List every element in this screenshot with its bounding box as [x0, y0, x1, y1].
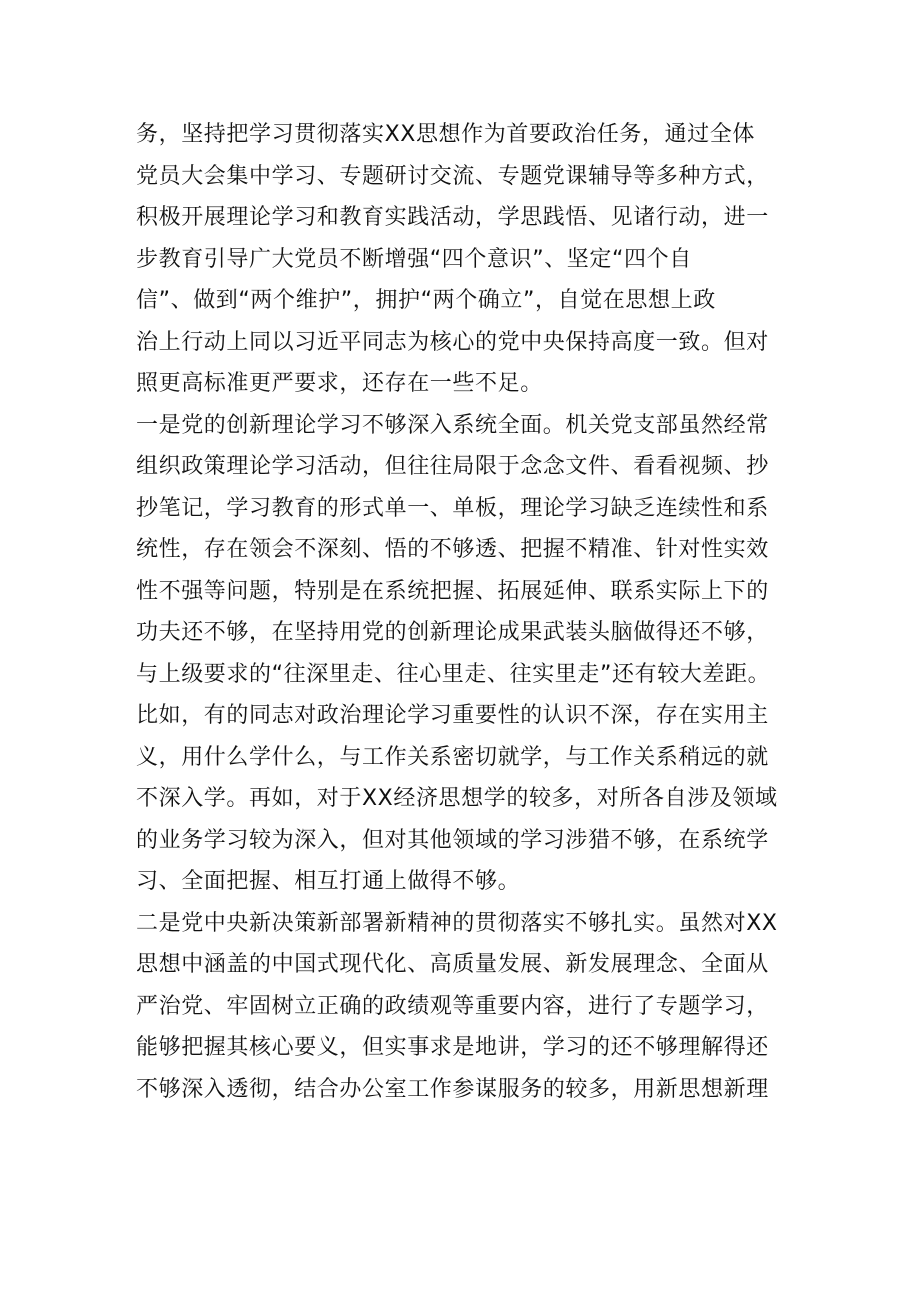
text-line: 照更高标准更严要求，还存在一些不足。 — [136, 371, 543, 396]
text-line: 务，坚持把学习贯彻落实XX思想作为首要政治任务，通过全体 — [136, 122, 755, 147]
text-line: 二是党中央新决策新部署新精神的贯彻落实不够扎实。虽然对XX — [136, 910, 778, 936]
text-line: 统性，存在领会不深刻、悟的不够透、把握不精准、针对性实效 — [136, 537, 769, 562]
text-line: 步教育引导广大党员不断增强“四个意识”、坚定“四个自 — [136, 246, 692, 272]
text-line: 抄笔记，学习教育的形式单一、单板，理论学习缺乏连续性和系 — [136, 495, 769, 521]
text-line: 信”、做到“两个维护”，拥护“两个确立”，自觉在思想上政 — [136, 288, 716, 313]
text-line: 的业务学习较为深入，但对其他领域的学习涉猎不够，在系统学 — [136, 827, 769, 853]
text-line: 党员大会集中学习、专题研讨交流、专题党课辅导等多种方式， — [136, 163, 769, 189]
text-line: 与上级要求的“往深里走、往心里走、往实里走”还有较大差距。 — [136, 661, 771, 687]
document-body — [136, 114, 796, 1110]
text-line: 功夫还不够，在坚持用党的创新理论成果武装头脑做得还不够， — [136, 620, 769, 645]
text-line: 比如，有的同志对政治理论学习重要性的认识不深，存在实用主 — [136, 703, 769, 728]
text-line: 习、全面把握、相互打通上做得不够。 — [136, 869, 521, 894]
text-line: 治上行动上同以习近平同志为核心的党中央保持高度一致。但对 — [136, 329, 769, 355]
text-line: 思想中涵盖的中国式现代化、高质量发展、新发展理念、全面从 — [136, 952, 769, 977]
text-line: 一是党的创新理论学习不够深入系统全面。机关党支部虽然经常 — [136, 412, 769, 438]
text-line: 组织政策理论学习活动，但往往局限于念念文件、看看视频、抄 — [136, 454, 769, 479]
text-line: 积极开展理论学习和教育实践活动，学思践悟、见诸行动，进一 — [136, 205, 769, 230]
text-line: 严治党、牢固树立正确的政绩观等重要内容，进行了专题学习， — [136, 993, 769, 1019]
text-line: 性不强等问题，特别是在系统把握、拓展延伸、联系实际上下的 — [136, 578, 769, 604]
text-line: 不够深入透彻，结合办公室工作参谋服务的较多，用新思想新理 — [136, 1076, 769, 1102]
text-line: 能够把握其核心要义，但实事求是地讲，学习的还不够理解得还 — [136, 1035, 769, 1060]
text-line: 义，用什么学什么，与工作关系密切就学，与工作关系稍远的就 — [136, 744, 769, 770]
text-line: 不深入学。再如，对于XX经济思想学的较多，对所各自涉及领域 — [136, 786, 778, 811]
